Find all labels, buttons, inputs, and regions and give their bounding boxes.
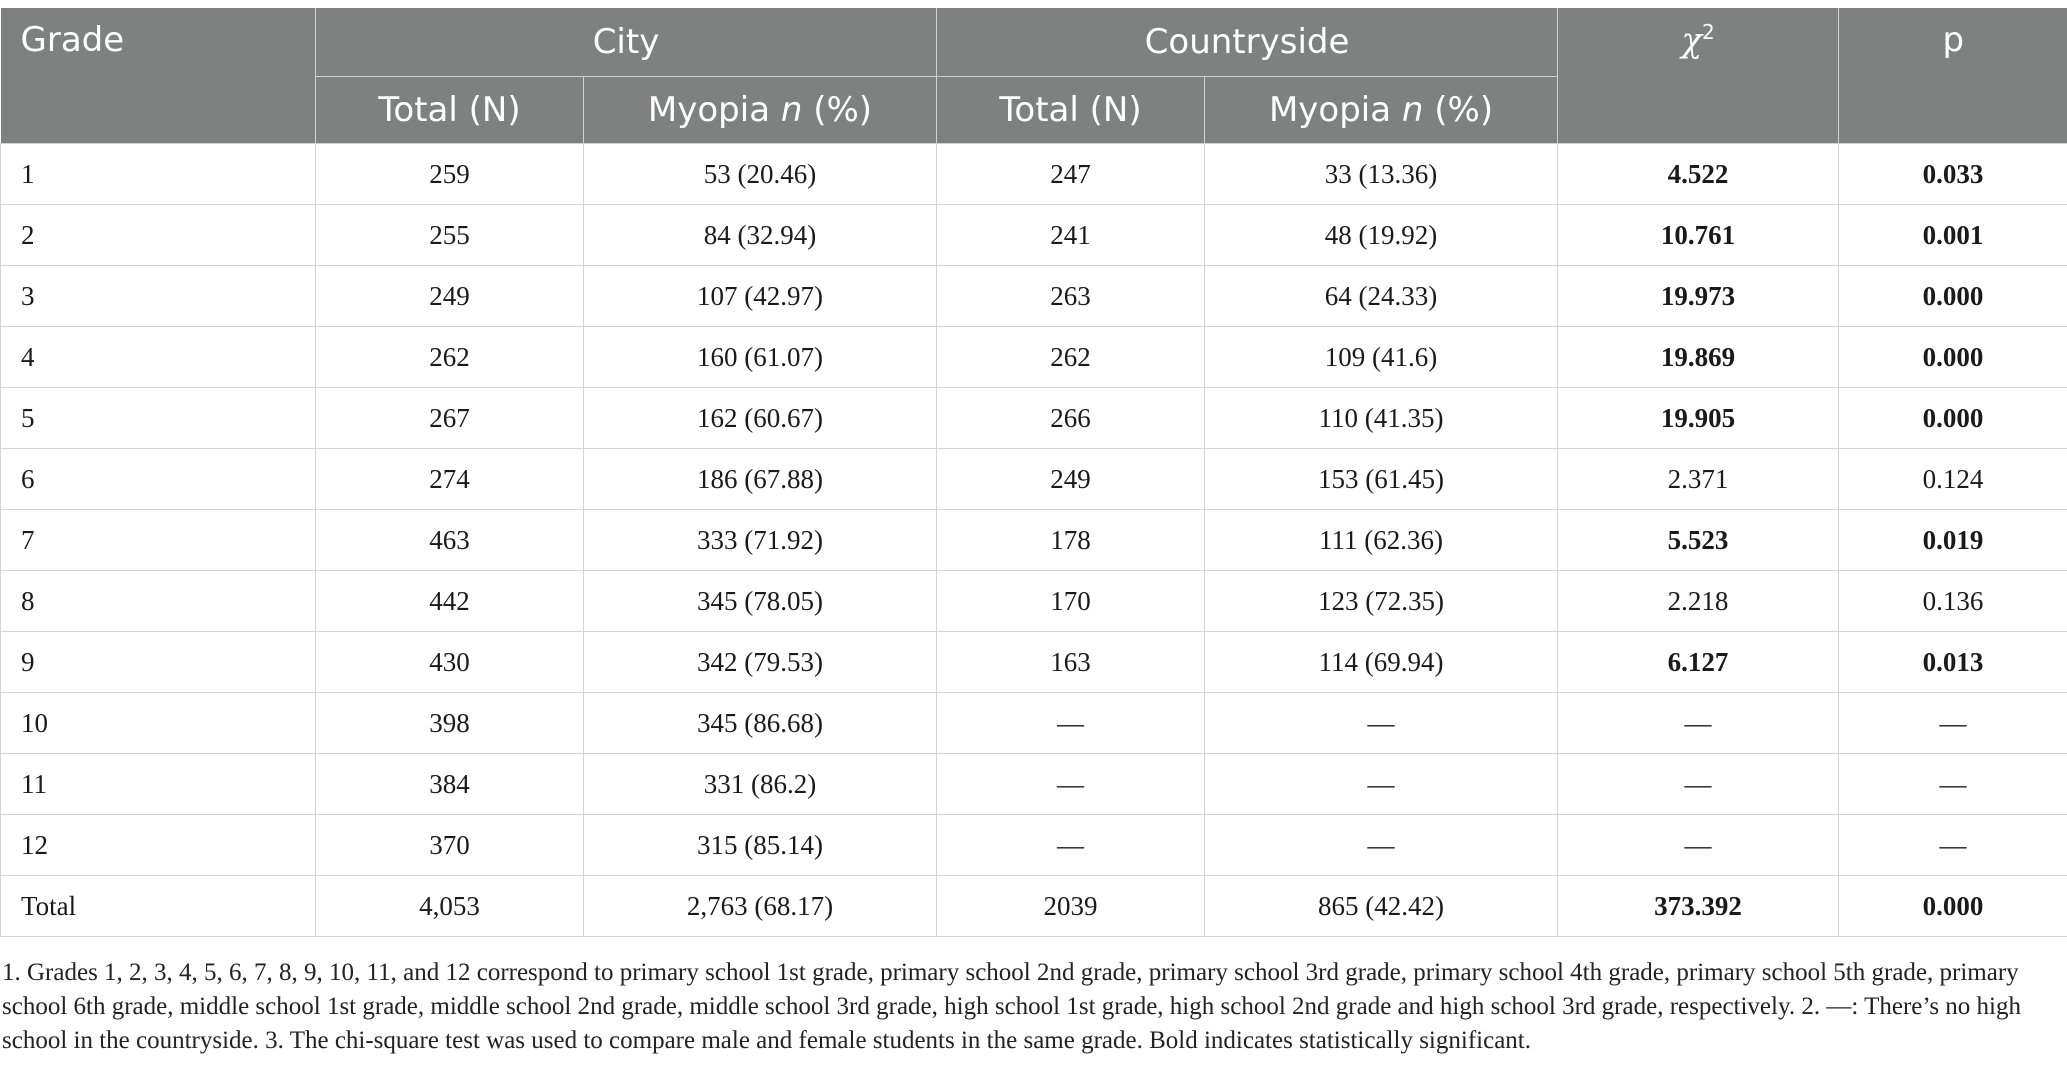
grade-cell: 7: [1, 510, 316, 571]
city-myopia-cell: 186 (67.88): [584, 449, 937, 510]
chi-square-cell: 19.869: [1558, 327, 1839, 388]
city-header: City: [316, 8, 937, 77]
countryside-myopia-cell: —: [1205, 754, 1558, 815]
grade-cell: 12: [1, 815, 316, 876]
chi-square-cell: —: [1558, 754, 1839, 815]
city-myopia-cell: 160 (61.07): [584, 327, 937, 388]
p-value-cell: 0.013: [1839, 632, 2067, 693]
table-body: [1, 144, 2067, 937]
myopia-n: n: [1401, 90, 1424, 130]
city-total-cell: 463: [316, 510, 584, 571]
grade-cell: 9: [1, 632, 316, 693]
city-total-header: Total (N): [316, 77, 584, 144]
p-value-cell: 0.136: [1839, 571, 2067, 632]
countryside-myopia-cell: —: [1205, 693, 1558, 754]
myopia-n: n: [780, 90, 803, 130]
myopia-suffix: (%): [802, 90, 873, 130]
countryside-myopia-cell: 110 (41.35): [1205, 388, 1558, 449]
city-total-cell: 267: [316, 388, 584, 449]
table-header: [1, 8, 2067, 144]
chi-superscript: 2: [1701, 20, 1715, 44]
city-total-cell: 4,053: [316, 876, 584, 937]
chi-square-cell: 2.371: [1558, 449, 1839, 510]
countryside-myopia-cell: 114 (69.94): [1205, 632, 1558, 693]
table-row: [1, 510, 2067, 571]
countryside-myopia-cell: 123 (72.35): [1205, 571, 1558, 632]
grade-cell: 4: [1, 327, 316, 388]
city-total-cell: 262: [316, 327, 584, 388]
table-row: [1, 388, 2067, 449]
city-total-cell: 430: [316, 632, 584, 693]
countryside-myopia-cell: —: [1205, 815, 1558, 876]
chi-square-cell: 4.522: [1558, 144, 1839, 205]
table-row: [1, 144, 2067, 205]
table-row: [1, 815, 2067, 876]
city-myopia-cell: 53 (20.46): [584, 144, 937, 205]
city-myopia-cell: 342 (79.53): [584, 632, 937, 693]
city-total-cell: 384: [316, 754, 584, 815]
countryside-total-cell: 249: [937, 449, 1205, 510]
city-myopia-header: [584, 77, 937, 144]
countryside-total-cell: 178: [937, 510, 1205, 571]
countryside-myopia-cell: 48 (19.92): [1205, 205, 1558, 266]
table-row: [1, 449, 2067, 510]
p-value-cell: 0.019: [1839, 510, 2067, 571]
header-row-top: [1, 8, 2067, 77]
countryside-total-cell: 170: [937, 571, 1205, 632]
countryside-total-cell: —: [937, 754, 1205, 815]
p-value-cell: 0.033: [1839, 144, 2067, 205]
chi-square-cell: 6.127: [1558, 632, 1839, 693]
city-total-cell: 259: [316, 144, 584, 205]
table-row: [1, 266, 2067, 327]
countryside-myopia-cell: 109 (41.6): [1205, 327, 1558, 388]
p-value-cell: 0.000: [1839, 327, 2067, 388]
countryside-total-cell: —: [937, 815, 1205, 876]
table-row: [1, 205, 2067, 266]
table-row: [1, 693, 2067, 754]
chi-square-cell: 19.905: [1558, 388, 1839, 449]
myopia-prefix: Myopia: [647, 90, 781, 130]
city-total-cell: 255: [316, 205, 584, 266]
countryside-total-cell: 266: [937, 388, 1205, 449]
table-row: [1, 571, 2067, 632]
myopia-suffix: (%): [1423, 90, 1494, 130]
countryside-total-cell: —: [937, 693, 1205, 754]
p-value-cell: 0.000: [1839, 266, 2067, 327]
table-row: [1, 327, 2067, 388]
countryside-total-cell: 262: [937, 327, 1205, 388]
city-myopia-cell: 84 (32.94): [584, 205, 937, 266]
grade-cell: 10: [1, 693, 316, 754]
countryside-total-cell: 263: [937, 266, 1205, 327]
myopia-prefix: Myopia: [1268, 90, 1402, 130]
grade-cell: 1: [1, 144, 316, 205]
grade-cell: Total: [1, 876, 316, 937]
chi-square-cell: 19.973: [1558, 266, 1839, 327]
countryside-myopia-header: [1205, 77, 1558, 144]
countryside-total-cell: 241: [937, 205, 1205, 266]
city-total-cell: 274: [316, 449, 584, 510]
countryside-total-header: Total (N): [937, 77, 1205, 144]
chi-symbol: χ: [1681, 20, 1702, 61]
countryside-header: Countryside: [937, 8, 1558, 77]
chi-square-cell: 10.761: [1558, 205, 1839, 266]
city-total-cell: 370: [316, 815, 584, 876]
grade-cell: 3: [1, 266, 316, 327]
city-myopia-cell: 107 (42.97): [584, 266, 937, 327]
city-total-cell: 249: [316, 266, 584, 327]
chi-square-cell: 373.392: [1558, 876, 1839, 937]
countryside-myopia-cell: 64 (24.33): [1205, 266, 1558, 327]
p-value-cell: —: [1839, 693, 2067, 754]
p-value-cell: —: [1839, 754, 2067, 815]
grade-cell: 2: [1, 205, 316, 266]
city-myopia-cell: 345 (86.68): [584, 693, 937, 754]
chi-square-cell: —: [1558, 693, 1839, 754]
countryside-myopia-cell: 865 (42.42): [1205, 876, 1558, 937]
countryside-myopia-cell: 111 (62.36): [1205, 510, 1558, 571]
chi-square-cell: —: [1558, 815, 1839, 876]
p-value-cell: 0.124: [1839, 449, 2067, 510]
table-footnote: 1. Grades 1, 2, 3, 4, 5, 6, 7, 8, 9, 10, 11, and 12 correspond to primary school 1st grade, primary school 2nd grade, primary school 3rd grade, primary school 4th grade, primary school 5th grade, primary school 6th grade, middle school 1st grade, middle school 2nd grade, middle school 3rd grade, high school 1st grade, high school 2nd grade and high school 3rd grade, respectively. 2. —: There’s no high school in the countryside. 3. The chi-square test was used to compare male and female students in the same grade. Bold indicates statistically significant.: [2, 959, 2022, 1054]
city-total-cell: 442: [316, 571, 584, 632]
countryside-myopia-cell: 153 (61.45): [1205, 449, 1558, 510]
city-myopia-cell: 315 (85.14): [584, 815, 937, 876]
grade-cell: 5: [1, 388, 316, 449]
city-myopia-cell: 162 (60.67): [584, 388, 937, 449]
city-myopia-cell: 331 (86.2): [584, 754, 937, 815]
city-myopia-cell: 333 (71.92): [584, 510, 937, 571]
p-value-header: p: [1839, 8, 2067, 144]
grade-header: Grade: [1, 8, 316, 144]
table-row: [1, 754, 2067, 815]
city-myopia-cell: 345 (78.05): [584, 571, 937, 632]
city-total-cell: 398: [316, 693, 584, 754]
grade-cell: 11: [1, 754, 316, 815]
countryside-total-cell: 2039: [937, 876, 1205, 937]
countryside-total-cell: 163: [937, 632, 1205, 693]
countryside-total-cell: 247: [937, 144, 1205, 205]
p-value-cell: 0.001: [1839, 205, 2067, 266]
table-row: [1, 632, 2067, 693]
countryside-myopia-cell: 33 (13.36): [1205, 144, 1558, 205]
myopia-table-container: [0, 8, 2067, 937]
grade-cell: 6: [1, 449, 316, 510]
grade-cell: 8: [1, 571, 316, 632]
p-value-cell: —: [1839, 815, 2067, 876]
chi-square-cell: 5.523: [1558, 510, 1839, 571]
p-value-cell: 0.000: [1839, 876, 2067, 937]
chi-square-header: [1558, 8, 1839, 144]
table-row: [1, 876, 2067, 937]
city-myopia-cell: 2,763 (68.17): [584, 876, 937, 937]
myopia-prevalence-table: [0, 8, 2067, 937]
p-value-cell: 0.000: [1839, 388, 2067, 449]
chi-square-cell: 2.218: [1558, 571, 1839, 632]
